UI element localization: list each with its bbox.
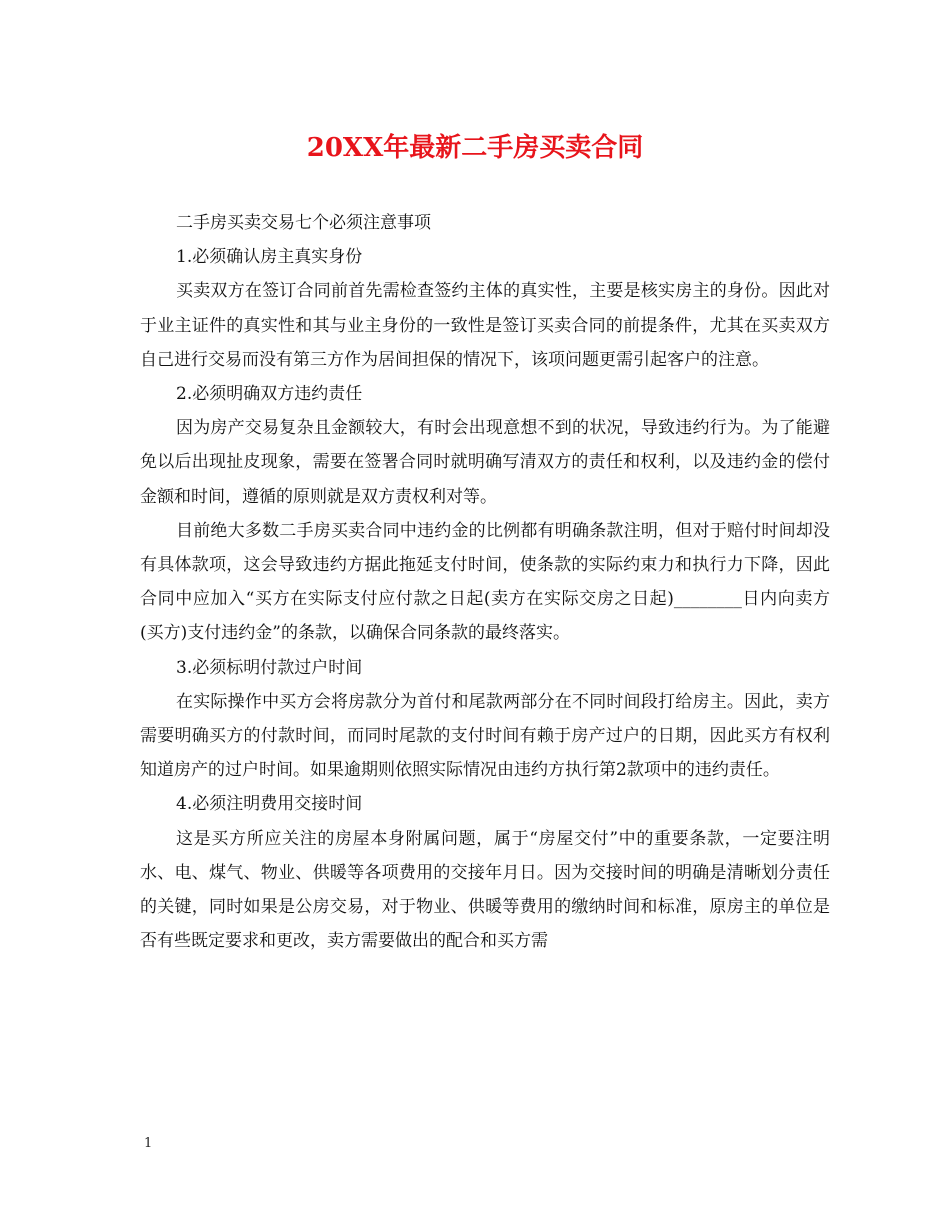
section-heading-1: 1.必须确认房主真实身份 — [176, 247, 363, 268]
paragraph: 目前绝大多数二手房买卖合同中违约金的比例都有明确条款注明，但对于赔付时间却没有具体款项，这会导致违约方据此拖延支付时间，使条款的实际约束力和执行力下降，因此合同中应加入“买方在实际支付应付款之日起(卖方在实际交房之日起)________日内向卖方(买方)支付违约金”的条款，以确保合同条款的最终落实。 — [140, 520, 830, 644]
section-heading-4: 4.必须注明费用交接时间 — [176, 794, 363, 815]
paragraph: 买卖双方在签订合同前首先需检查签约主体的真实性，主要是核实房主的身份。因此对于业主证件的真实性和其与业主身份的一致性是签订买卖合同的前提条件，尤其在买卖双方自己进行交易而没有第三方作为居间担保的情况下，该项问题更需引起客户的注意。 — [140, 281, 830, 370]
section-heading-3: 3.必须标明付款过户时间 — [176, 657, 363, 678]
paragraph-heading: 二手房买卖交易七个必须注意事项 — [176, 213, 431, 233]
paragraph: 因为房产交易复杂且金额较大，有时会出现意想不到的状况，导致违约行为。为了能避免以后出现扯皮现象，需要在签署合同时就明确写清双方的责任和权利，以及违约金的偿付金额和时间，遵循的原则就是双方责权利对等。 — [140, 418, 830, 507]
document-title: 20XX年最新二手房买卖合同 — [306, 133, 644, 163]
section-heading-2: 2.必须明确双方违约责任 — [176, 384, 363, 405]
paragraph: 这是买方所应关注的房屋本身附属问题，属于“房屋交付”中的重要条款，一定要注明水、电、煤气、物业、供暖等各项费用的交接年月日。因为交接时间的明确是清晰划分责任的关键，同时如果是公房交易，对于物业、供暖等费用的缴纳时间和标准，原房主的单位是否有些既定要求和更改，卖方需要做出的配合和买方需 — [140, 828, 830, 952]
page-number: 1 — [144, 1136, 153, 1151]
paragraph: 在实际操作中买方会将房款分为首付和尾款两部分在不同时间段打给房主。因此，卖方需要明确买方的付款时间，而同时尾款的支付时间有赖于房产过户的日期，因此买方有权利知道房产的过户时间。如果逾期则依照实际情况由违约方执行第2款项中的违约责任。 — [140, 691, 830, 781]
document-body — [140, 206, 830, 958]
